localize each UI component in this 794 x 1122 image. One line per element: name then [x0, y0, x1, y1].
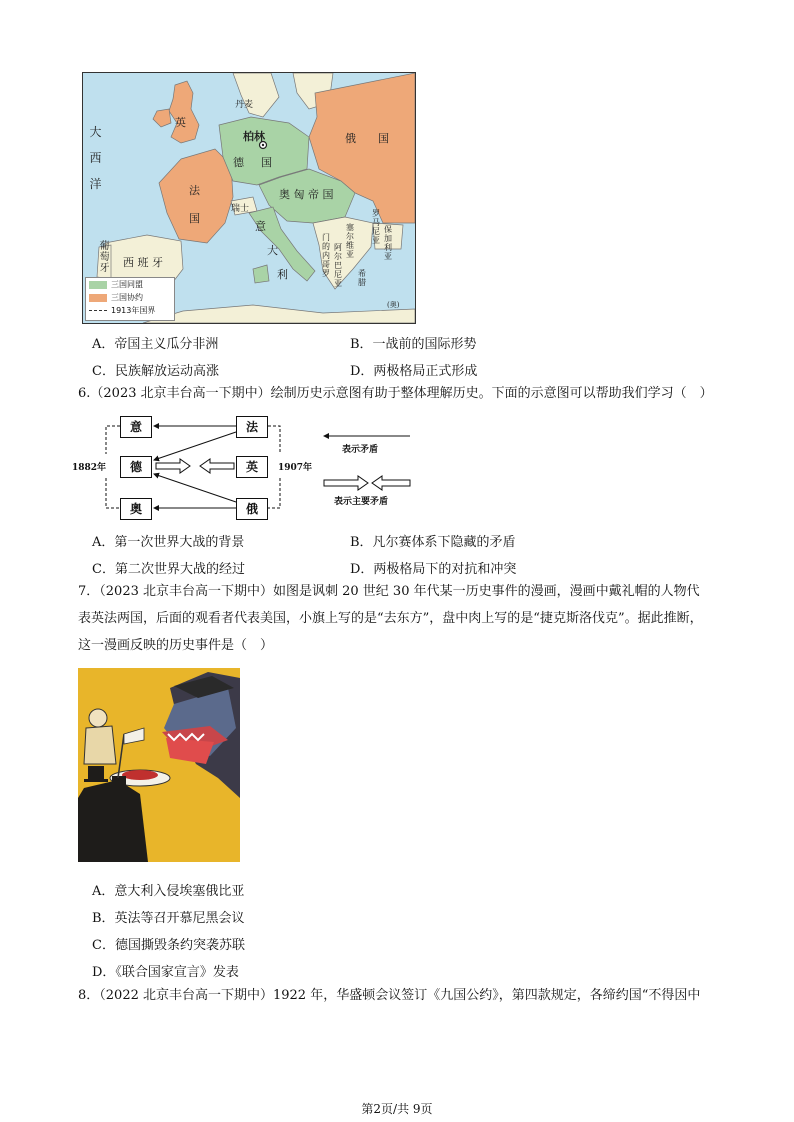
diagram-box-germany: 德	[120, 456, 152, 478]
page-footer: 第2页/共 9页	[361, 1102, 433, 1116]
q5-option-d[interactable]: D．两极格局正式形成	[350, 364, 478, 379]
map-label-france-1: 法	[189, 184, 200, 197]
map-label-ottoman: (奥)	[387, 301, 400, 309]
q8-stem: 8．（2022 北京丰台高一下期中）1922 年，华盛顿会议签订《九国公约》，第四款规定，各缔约国“不得因中	[78, 988, 701, 1003]
map-label-romania: 罗马尼亚	[372, 209, 380, 245]
q7-option-d[interactable]: D．《联合国家宣言》发表	[92, 965, 239, 980]
q7-stem-line-2: 表英法两国，后面的观看者代表美国，小旗上写的是“去东方”，盘中肉上写的是“捷克斯洛伐克”。据此推断，	[78, 611, 703, 626]
q6-option-a[interactable]: A．第一次世界大战的背景	[92, 535, 245, 550]
map-label-spain: 西 班 牙	[123, 256, 163, 269]
diagram-year-1882: 1882年	[72, 463, 107, 473]
legend-swatch-orange	[89, 294, 107, 302]
q7-option-c[interactable]: C．德国撕毁条约突袭苏联	[92, 938, 245, 953]
diagram-box-italy: 意	[120, 416, 152, 438]
q6-option-c[interactable]: C．第二次世界大战的经过	[92, 562, 245, 577]
map-label-italy-1: 意	[255, 220, 266, 233]
map-label-italy-2: 大	[267, 244, 278, 257]
q6-stem: 6.（2023 北京丰台高一下期中）绘制历史示意图有助于整体理解历史。下面的示意图可以帮助我们学习（ ）	[78, 386, 713, 401]
map-label-portugal: 葡萄牙	[99, 241, 110, 274]
map-label-britain: 英	[175, 116, 186, 129]
map-label-greece: 希腊	[358, 269, 366, 287]
legend-label: 三国协约	[111, 292, 143, 302]
q5-option-b[interactable]: B．一战前的国际形势	[350, 337, 477, 352]
q7-option-b[interactable]: B．英法等召开慕尼黑会议	[92, 911, 245, 926]
map-label-germany-1: 德	[233, 156, 244, 169]
q5-option-c[interactable]: C．民族解放运动高涨	[92, 364, 219, 379]
legend-item-alliance	[86, 278, 174, 291]
map-label-bulgaria: 保加利亚	[384, 225, 392, 261]
legend-label: 1913年国界	[111, 305, 156, 315]
legend-item-entente	[86, 291, 174, 304]
q7-stem-line-1: 7．（2023 北京丰台高一下期中）如图是讽刺 20 世纪 30 年代某一历史事件的漫画，漫画中戴礼帽的人物代	[78, 584, 700, 599]
map-label-albania: 阿尔巴尼亚	[334, 243, 342, 288]
diagram-box-france: 法	[236, 416, 268, 438]
diagram-legend-conflict: 表示矛盾	[342, 445, 379, 455]
diagram-box-austria: 奥	[120, 498, 152, 520]
map-label-ocean: 大西洋	[89, 125, 102, 191]
diagram-box-russia: 俄	[236, 498, 268, 520]
conflict-diagram	[72, 414, 432, 522]
map-label-denmark: 丹麦	[235, 100, 254, 110]
map-label-serbia: 塞尔维亚	[346, 223, 354, 259]
map-label-italy-3: 利	[277, 268, 288, 281]
map-label-montenegro: 门的内哥罗	[322, 233, 330, 278]
legend-swatch-border-line	[89, 310, 107, 311]
map-label-germany-2: 国	[261, 156, 272, 169]
q6-option-d[interactable]: D．两极格局下的对抗和冲突	[350, 562, 517, 577]
map-legend	[85, 277, 175, 321]
cartoon-drawing	[78, 668, 240, 862]
q6-option-b[interactable]: B．凡尔赛体系下隐藏的矛盾	[350, 535, 516, 550]
q7-option-a[interactable]: A．意大利入侵埃塞俄比亚	[92, 884, 245, 899]
diagram-legend-main-conflict: 表示主要矛盾	[334, 497, 389, 507]
legend-item-border	[86, 304, 174, 317]
diagram-box-britain: 英	[236, 456, 268, 478]
q5-option-a[interactable]: A．帝国主义瓜分非洲	[92, 337, 219, 352]
munich-cartoon-image	[78, 668, 240, 862]
map-label-switzerland: 瑞士	[231, 204, 250, 214]
map-label-france-2: 国	[189, 212, 200, 225]
diagram-year-1907: 1907年	[278, 463, 313, 473]
map-label-russia: 俄 国	[345, 132, 389, 145]
map-label-austria-hungary: 奥 匈 帝 国	[279, 188, 334, 201]
legend-swatch-green	[89, 281, 107, 289]
q7-stem-line-3: 这一漫画反映的历史事件是（ ）	[78, 638, 274, 653]
legend-label: 三国同盟	[111, 279, 143, 289]
map-label-berlin: 柏林	[243, 130, 265, 143]
europe-alliance-map	[82, 72, 416, 324]
